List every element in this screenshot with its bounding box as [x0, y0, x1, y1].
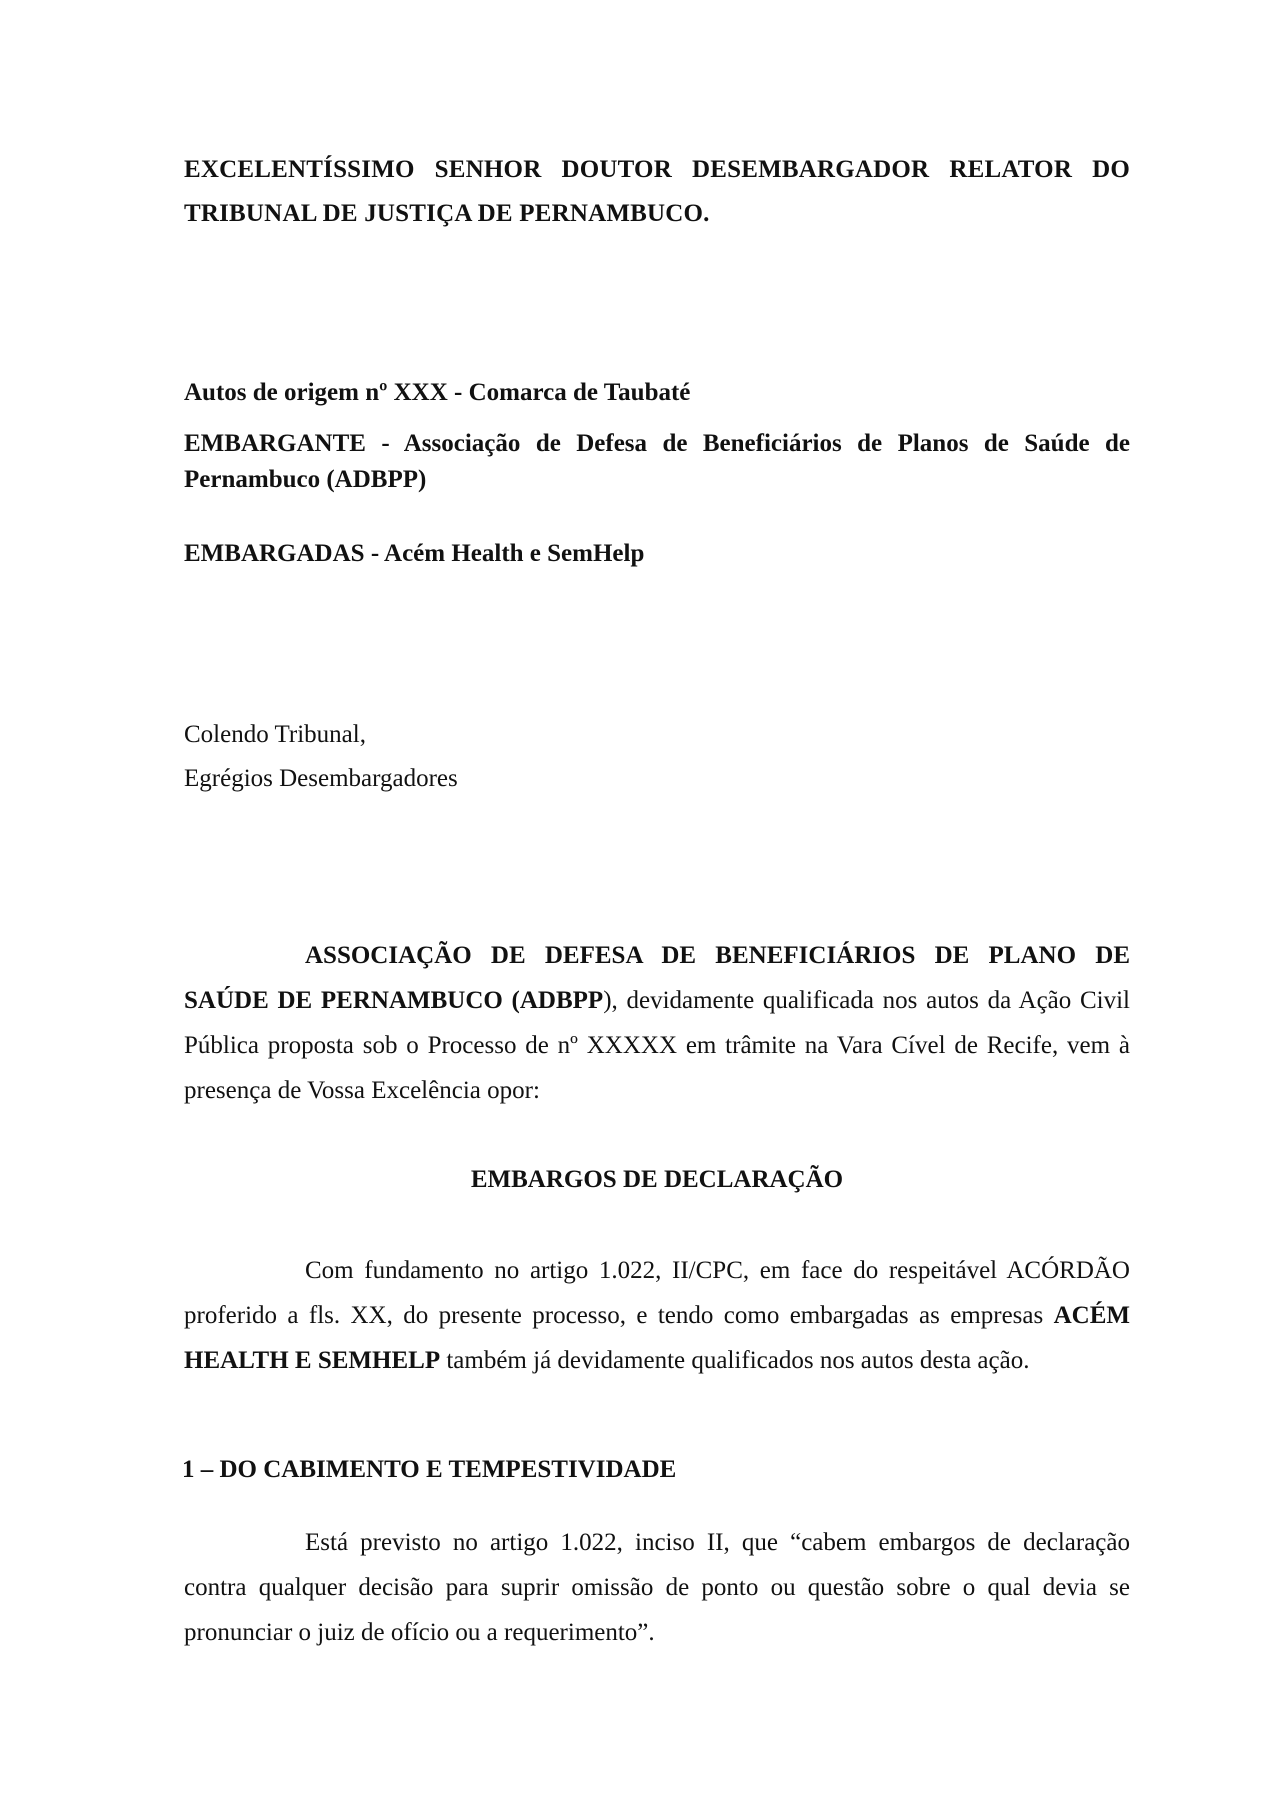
foundation-paragraph — [184, 1248, 1130, 1383]
salutation — [184, 713, 1130, 801]
case-origin-line: Autos de origem nº XXX - Comarca de Taubaté — [184, 379, 691, 406]
respondents-name: ACÉM HEALTH E SEMHELP — [184, 1302, 1130, 1374]
qualification-paragraph — [184, 933, 1130, 1113]
embargante-line: EMBARGANTE - Associação de Defesa de Beneficiários de Planos de Saúde de Pernambuco (ADBPP) — [184, 430, 1130, 493]
foundation-text-2: também já devidamente qualificados nos autos desta ação. — [440, 1347, 1030, 1374]
document-title: EMBARGOS DE DECLARAÇÃO — [470, 1166, 844, 1193]
section-1-heading: 1 – DO CABIMENTO E TEMPESTIVIDADE — [182, 1456, 677, 1483]
petitioner-name: ASSOCIAÇÃO DE DEFESA DE BENEFICIÁRIOS DE PLANO DE SAÚDE DE PERNAMBUCO (ADBPP — [184, 942, 1130, 1014]
salutation-line-2: Egrégios Desembargadores — [184, 765, 458, 792]
section-1-text: Está previsto no artigo 1.022, inciso II, que “cabem embargos de declaração contra qualquer decisão para suprir omissão de ponto ou questão sobre o qual devia se pronunciar o juiz de ofício ou a requerimento”. — [184, 1529, 1130, 1646]
salutation-line-1: Colendo Tribunal, — [184, 721, 366, 748]
qualification-text: ), devidamente qualificada nos autos da Ação Civil Pública proposta sob o Processo de nº XXXXX em trâmite na Vara Cível de Recife, vem à presença de Vossa Excelência opor: — [184, 987, 1130, 1104]
embargadas-line: EMBARGADAS - Acém Health e SemHelp — [184, 540, 645, 567]
foundation-text-1: Com fundamento no artigo 1.022, II/CPC, em face do respeitável ACÓRDÃO proferido a fls. XX, do presente processo, e tendo como embargadas as empresas — [184, 1257, 1130, 1329]
section-1-paragraph — [184, 1520, 1130, 1655]
addressee-heading: EXCELENTÍSSIMO SENHOR DOUTOR DESEMBARGADOR RELATOR DO TRIBUNAL DE JUSTIÇA DE PERNAMBUCO. — [184, 156, 1130, 227]
